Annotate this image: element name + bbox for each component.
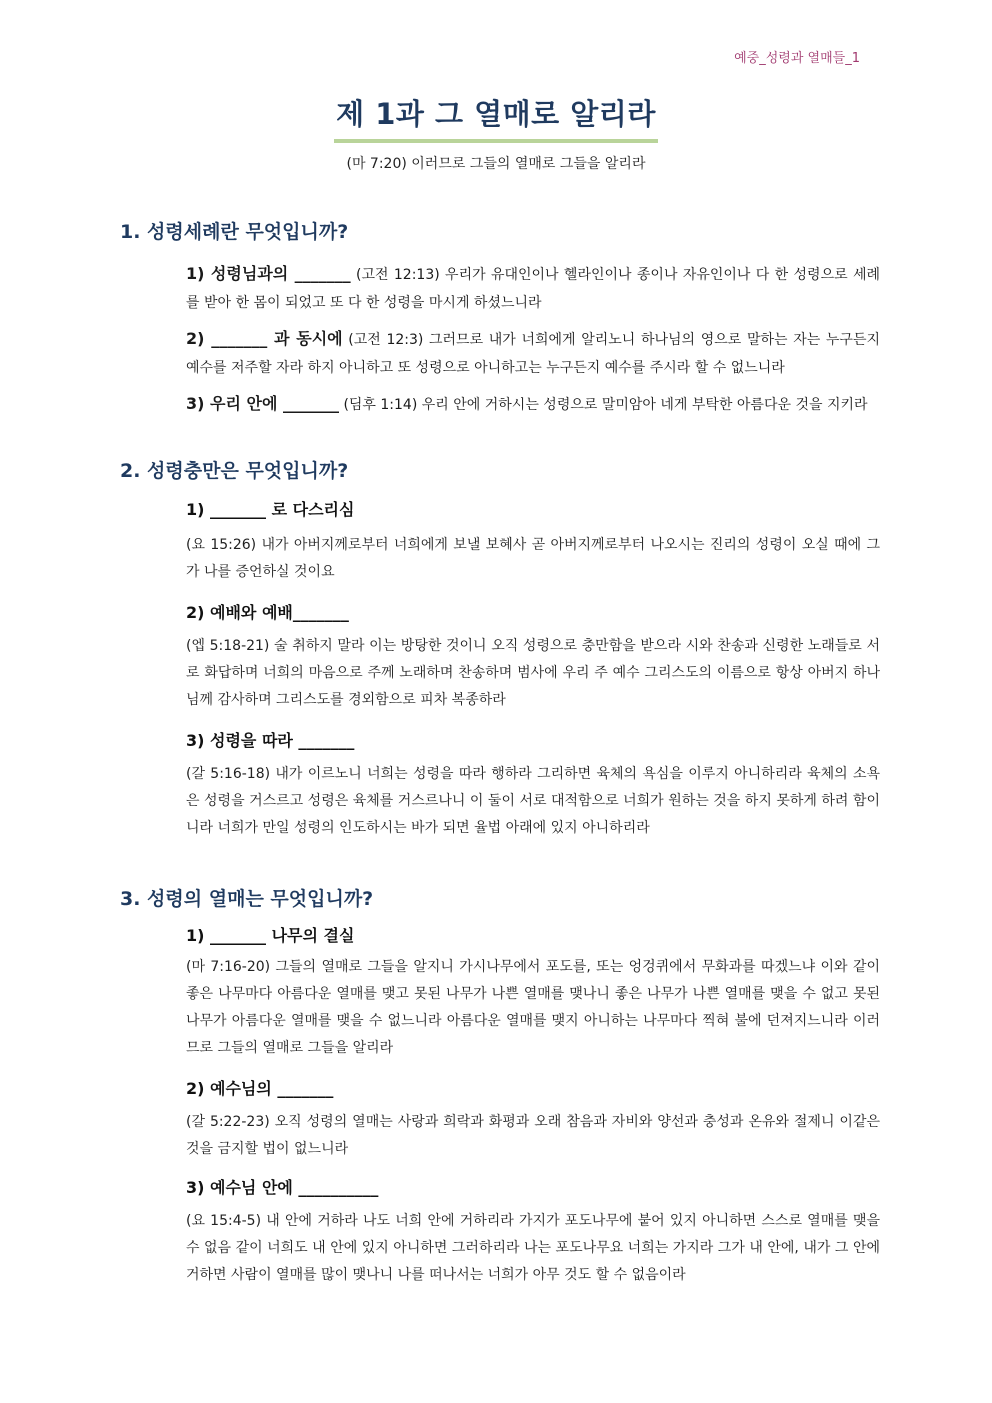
section-item	[186, 728, 880, 842]
section-1	[120, 217, 880, 419]
item-label: 2) 예배와 예배_______	[186, 603, 349, 622]
verse-text: (고전 12:3) 그러므로 내가 너희에게 알리노니 하나님의 영으로 말하는 자는 누구든지 예수를 저주할 자라 하지 아니하고 또 성령으로 아니하고는 누구든지 예수를 주시라 할 수 없느니라	[186, 332, 880, 376]
section-item	[186, 1076, 880, 1163]
item-label: 1) _______ 로 다스리심	[186, 500, 355, 519]
item-label: 3) 예수님 안에 __________	[186, 1178, 379, 1197]
verse-text: (엡 5:18-21) 술 취하지 말라 이는 방탕한 것이니 오직 성령으로 충만함을 받으라 시와 찬송과 신령한 노래들로 서로 화답하며 너희의 마음으로 주께 노래하며 찬송하며 범사에 우리 주 예수 그리스도의 이름으로 항상 아버지 하나님께 감사하며 그리스도를 경외함으로 피차 복종하라	[186, 638, 880, 708]
section-item	[186, 497, 880, 586]
verse-text: (딤후 1:14) 우리 안에 거하시는 성령으로 말미암아 네게 부탁한 아름다운 것을 지키라	[343, 397, 868, 413]
page-subtitle: (마 7:20) 이러므로 그들의 열매로 그들을 알리라	[346, 156, 646, 172]
title-wrap	[0, 92, 992, 143]
section-3	[120, 884, 880, 1289]
section-title: 2. 성령충만은 무엇입니까?	[120, 460, 349, 482]
verse-text: (고전 12:13) 우리가 유대인이나 헬라인이나 종이나 자유인이나 다 한 성령으로 세례를 받아 한 몸이 되었고 또 다 한 성령을 마시게 하셨느니라	[186, 267, 881, 311]
section-item	[186, 260, 880, 317]
verse-text: (요 15:4-5) 내 안에 거하라 나도 너희 안에 거하리라 가지가 포도나무에 붙어 있지 아니하면 스스로 열매를 맺을 수 없음 같이 너희도 내 안에 있지 아니하면 그러하리라 나는 포도나무요 너희는 가지라 그가 내 안에, 내가 그 안에 거하면 사람이 열매를 많이 맺나니 나를 떠나서는 너희가 아무 것도 할 수 없음이라	[186, 1213, 880, 1283]
section-item	[186, 325, 880, 382]
verse-text: (갈 5:16-18) 내가 이르노니 너희는 성령을 따라 행하라 그리하면 육체의 욕심을 이루지 아니하리라 육체의 소욕은 성령을 거스르고 성령은 육체를 거스르나니 이 둘이 서로 대적함으로 너희가 원하는 것을 하지 못하게 하려 함이니라 너희가 만일 성령의 인도하시는 바가 되면 율법 아래에 있지 아니하리라	[186, 766, 880, 836]
item-label: 3) 성령을 따라 _______	[186, 731, 355, 750]
verse-text: (갈 5:22-23) 오직 성령의 열매는 사랑과 희락과 화평과 오래 참음과 자비와 양선과 충성과 온유와 절제니 이같은 것을 금지할 법이 없느니라	[186, 1114, 880, 1157]
section-2	[120, 456, 880, 842]
item-label: 1) 성령님과의 _______	[186, 264, 351, 283]
section-item	[186, 390, 880, 419]
header-note: 예중_성령과 열매들_1	[734, 51, 860, 66]
section-title: 1. 성령세례란 무엇입니까?	[120, 221, 349, 243]
item-label: 2) _______ 과 동시에	[186, 329, 343, 348]
item-label: 1) _______ 나무의 결실	[186, 926, 355, 945]
item-paragraph	[186, 325, 880, 382]
item-paragraph	[186, 260, 880, 317]
section-item	[186, 1175, 880, 1289]
item-label: 3) 우리 안에 _______	[186, 394, 339, 413]
item-paragraph	[186, 390, 880, 419]
page-title: 제 1과 그 열매로 알리라	[334, 92, 658, 143]
section-title: 3. 성령의 열매는 무엇입니까?	[120, 888, 374, 910]
verse-text: (마 7:16-20) 그들의 열매로 그들을 알지니 가시나무에서 포도를, 또는 엉겅퀴에서 무화과를 따겠느냐 이와 같이 좋은 나무마다 아름다운 열매를 맺고 못된 나무가 나쁜 열매를 맺나니 좋은 나무가 나쁜 열매를 맺을 수 없고 못된 나무가 아름다운 열매를 맺을 수 없느니라 아름다운 열매를 맺지 아니하는 나무마다 찍혀 불에 던져지느니라 이러므로 그들의 열매로 그들을 알리라	[186, 959, 880, 1056]
section-item	[186, 600, 880, 714]
section-item	[186, 923, 880, 1062]
verse-text: (요 15:26) 내가 아버지께로부터 너희에게 보낼 보혜사 곧 아버지께로부터 나오시는 진리의 성령이 오실 때에 그가 나를 증언하실 것이요	[186, 537, 880, 580]
item-label: 2) 예수님의 _______	[186, 1079, 334, 1098]
